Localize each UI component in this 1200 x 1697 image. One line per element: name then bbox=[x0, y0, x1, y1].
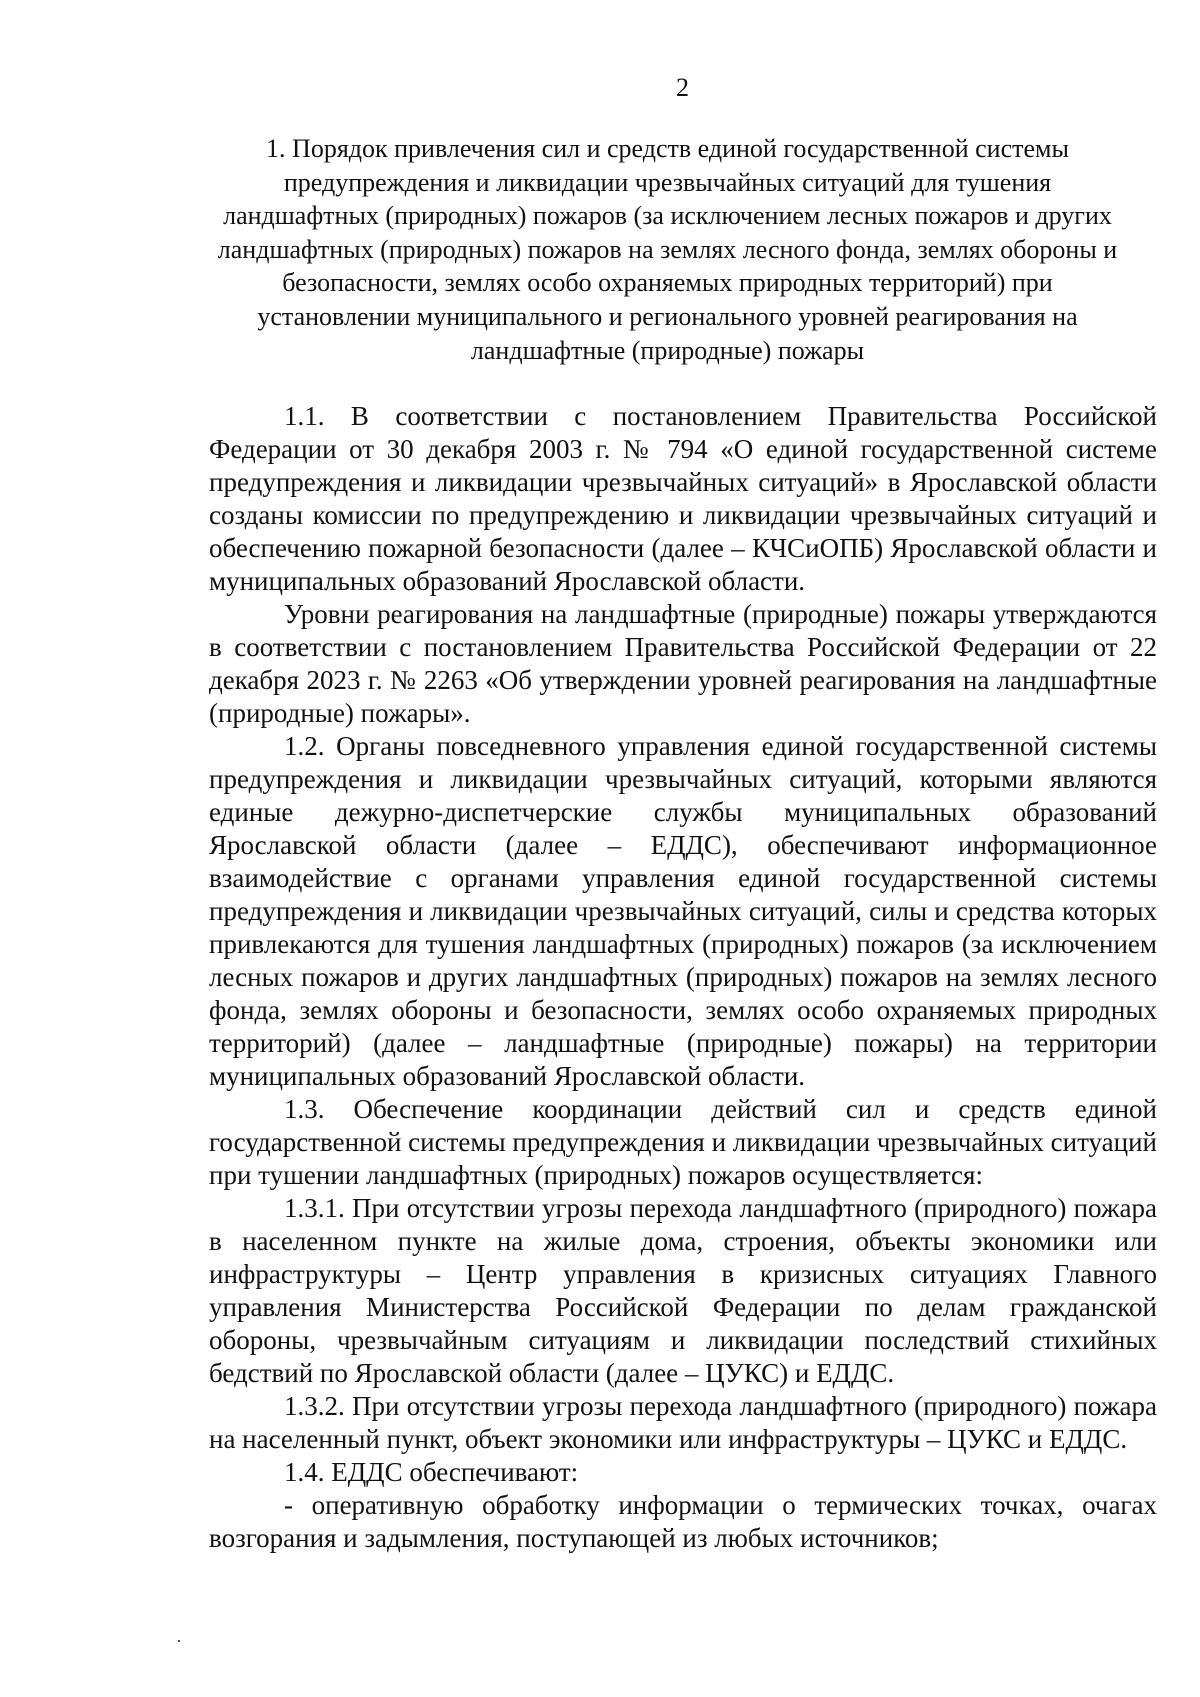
paragraph-1-1: 1.1. В соответствии с постановлением Правительства Российской Федерации от 30 декабря 2003 г. № 794 «О единой государственной системе предупреждения и ликвидации чрезвычайных ситуаций» в Ярославской области созданы комиссии по предупреждению и ликвидации чрезвычайных ситуаций и обеспечению пожарной безопасности (далее – КЧСиОПБ) Ярославской области и муниципальных образований Ярославской области. bbox=[209, 401, 1157, 596]
page-number: 2 bbox=[676, 73, 689, 102]
paragraph-1-2: 1.2. Органы повседневного управления единой государственной системы предупреждения и ликвидации чрезвычайных ситуаций, которыми являются единые дежурно-диспетчерские службы муниципальных образований Ярославской области (далее – ЕДДС), обеспечивают информационное взаимодействие с органами управления единой государственной системы предупреждения и ликвидации чрезвычайных ситуаций, силы и средства которых привлекаются для тушения ландшафтных (природных) пожаров (за исключением лесных пожаров и других ландшафтных (природных) пожаров на землях лесного фонда, землях обороны и безопасности, землях особо охраняемых природных территорий) (далее – ландшафтные (природные) пожары) на территории муниципальных образований Ярославской области. bbox=[209, 731, 1157, 1091]
paragraph-1-4: 1.4. ЕДДС обеспечивают: bbox=[284, 1457, 579, 1487]
paragraph-1-3-2: 1.3.2. При отсутствии угрозы перехода ландшафтного (природного) пожара на населенный пункт, объект экономики или инфраструктуры – ЦУКС и ЕДДС. bbox=[209, 1391, 1157, 1454]
paragraph-1-3-1: 1.3.1. При отсутствии угрозы перехода ландшафтного (природного) пожара в населенном пункте на жилые дома, строения, объекты экономики или инфраструктуры – Центр управления в кризисных ситуациях Главного управления Министерства Российской Федерации по делам гражданской обороны, чрезвычайным ситуациям и ликвидации последствий стихийных бедствий по Ярославской области (далее – ЦУКС) и ЕДДС. bbox=[209, 1193, 1157, 1388]
list-item-operational-processing: - оперативную обработку информации о термических точках, очагах возгорания и задымления, поступающей из любых источников; bbox=[209, 1490, 1157, 1553]
paragraph-response-levels: Уровни реагирования на ландшафтные (природные) пожары утверждаются в соответствии с постановлением Правительства Российской Федерации от 22 декабря 2023 г. № 2263 «Об утверждении уровней реагирования на ландшафтные (природные) пожары». bbox=[209, 599, 1157, 728]
document-body bbox=[209, 400, 1157, 1555]
paragraph-1-3: 1.3. Обеспечение координации действий сил и средств единой государственной системы предупреждения и ликвидации чрезвычайных ситуаций при тушении ландшафтных (природных) пожаров осуществляется: bbox=[209, 1094, 1157, 1190]
scan-speck bbox=[178, 1640, 180, 1642]
section-title: 1. Порядок привлечения сил и средств единой государственной системы предупреждения и ликвидации чрезвычайных ситуаций для тушения ландшафтных (природных) пожаров (за исключением лесных пожаров и других ландшафтных (природных) пожаров на землях лесного фонда, землях обороны и безопасности, землях особо охраняемых природных территорий) при установлении муниципального и регионального уровней реагирования на ландшафтные (природные) пожары bbox=[217, 134, 1118, 365]
